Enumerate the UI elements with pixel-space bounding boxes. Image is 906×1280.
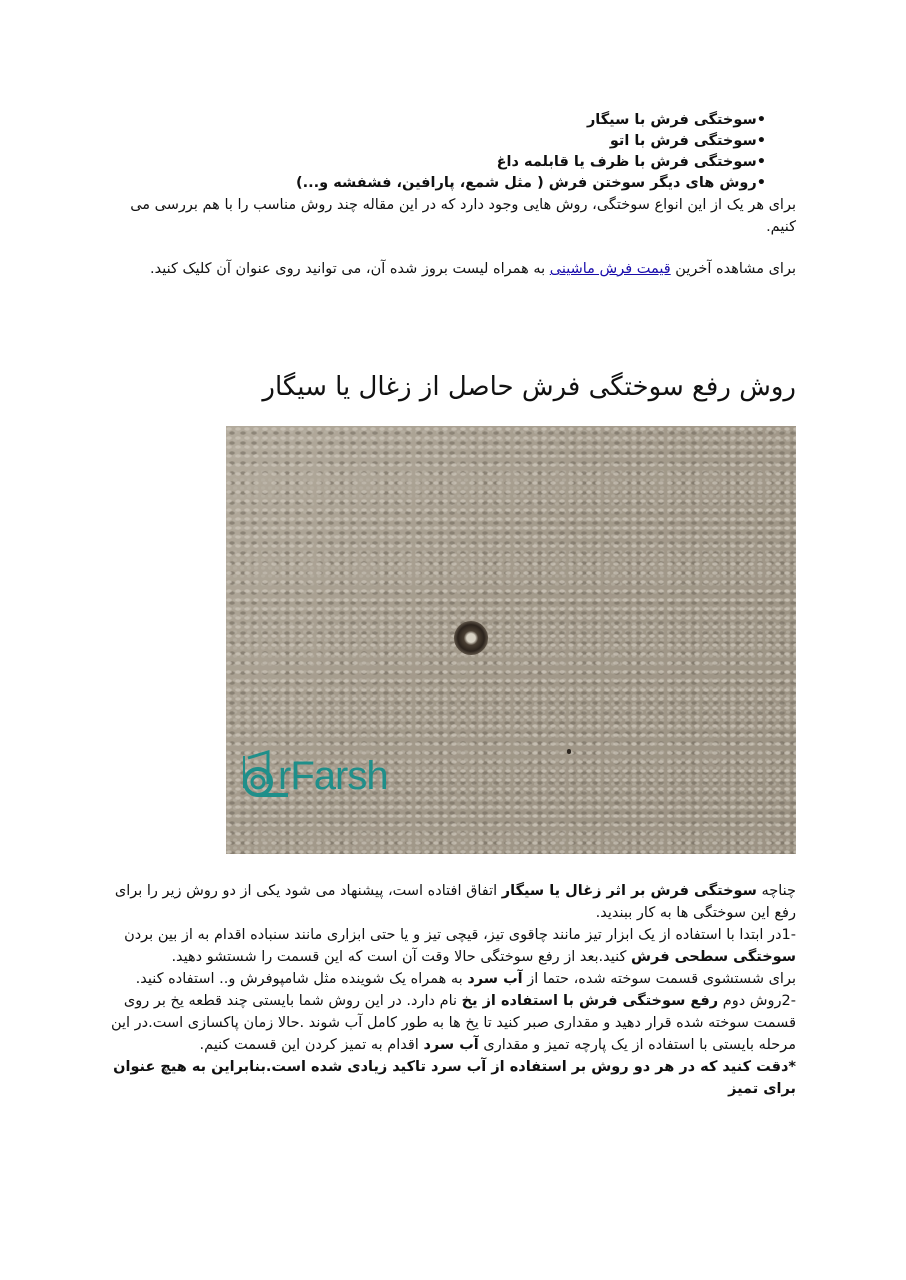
link-suffix: به همراه لیست بروز شده آن، می توانید روی عنوان آن کلیک کنید. bbox=[150, 261, 550, 277]
burn-hole bbox=[454, 621, 488, 655]
price-link-paragraph bbox=[110, 258, 796, 280]
carpet-burn-photo bbox=[226, 426, 796, 854]
paragraph: برای شستشوی قسمت سوخته شده، حتما از آب سرد به همراه یک شوینده مثل شامپوفرش و.. استفاده کنید. bbox=[135, 971, 796, 987]
price-link[interactable]: قیمت فرش ماشینی bbox=[549, 261, 671, 277]
carpet-speck bbox=[567, 749, 571, 754]
intro-paragraph: برای هر یک از این انواع سوختگی، روش هایی وجود دارد که در این مقاله چند روش مناسب را با هم بررسی می کنیم. bbox=[130, 197, 796, 235]
paragraph: -1در ابتدا با استفاده از یک ابزار تیز مانند چاقوی تیز، قیچی تیز و یا حتی ابزاری مانند سنباده اقدام به از بین بردن سوختگی سطحی فرش کنید.بعد از رفع سوختگی حالا وقت آن است که این قسمت را شستشو دهید. bbox=[124, 927, 796, 965]
list-item: •روش های دیگر سوختن فرش ( مثل شمع، پارافین، فشفشه و...) bbox=[296, 175, 766, 191]
logo-text: rFarsh bbox=[278, 754, 388, 798]
article-body bbox=[110, 880, 796, 1100]
paragraph: چناچه سوختگی فرش بر اثر زغال یا سیگار اتفاق افتاده است، پیشنهاد می شود یکی از دو روش زیر را برای رفع این سوختگی ها به کار ببندید. bbox=[114, 883, 796, 921]
document-page bbox=[110, 110, 796, 1100]
burn-types-list bbox=[110, 110, 796, 194]
link-prefix: برای مشاهده آخرین bbox=[670, 261, 796, 277]
paragraph: -2روش دوم رفع سوختگی فرش با استفاده از یخ نام دارد. در این روش شما بایستی چند قطعه یخ بر روی قسمت سوخته شده قرار دهید و مقداری صبر کنید تا یخ ها به طور کامل آب شوند .حالا زمان پاکسازی است.در این مرحله بایستی با استفاده از یک پارچه تمیز و مقداری آب سرد اقدام به تمیز کردن این قسمت کنیم. bbox=[110, 993, 796, 1053]
list-item: •سوختگی فرش با ظرف یا قابلمه داغ bbox=[496, 154, 766, 170]
watermark-logo bbox=[234, 744, 424, 800]
paragraph: *دقت کنید که در هر دو روش بر استفاده از آب سرد تاکید زیادی شده است.بنابراین به هیچ عنوان برای تمیز bbox=[113, 1059, 796, 1097]
section-heading: روش رفع سوختگی فرش حاصل از زغال یا سیگار bbox=[262, 372, 796, 402]
list-item: •سوختگی فرش با سیگار bbox=[586, 112, 766, 128]
list-item: •سوختگی فرش با اتو bbox=[609, 133, 766, 149]
